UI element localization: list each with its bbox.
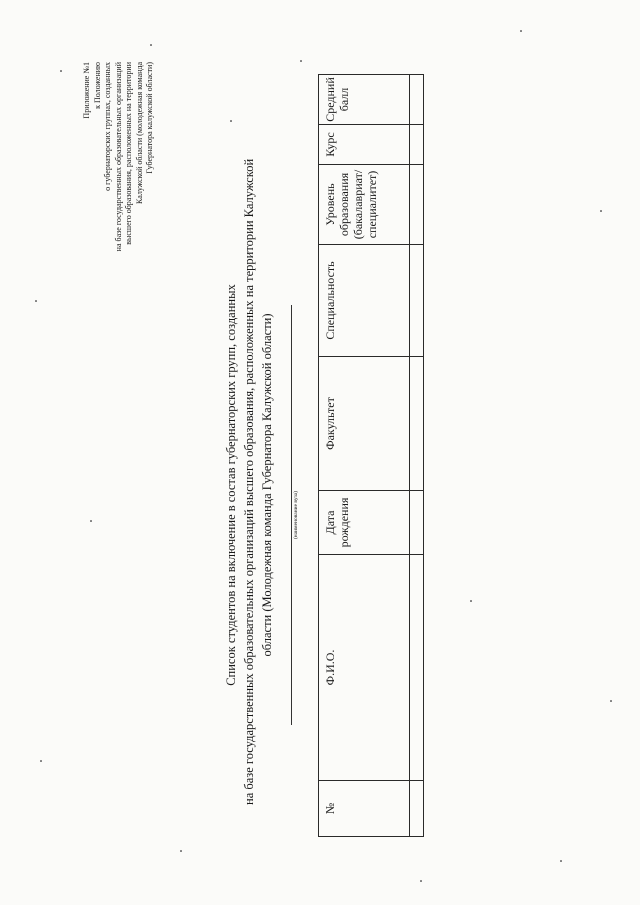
- header-specialty: Специальность: [319, 245, 410, 357]
- header-birth-date: Дата рождения: [319, 491, 410, 555]
- university-name-field: [291, 305, 300, 725]
- appendix-line: к Положению: [92, 62, 102, 109]
- scan-speck: [560, 860, 562, 862]
- scan-speck: [600, 210, 602, 212]
- students-table: [318, 74, 424, 837]
- table-cell: [410, 555, 424, 781]
- table-cell: [410, 245, 424, 357]
- scan-speck: [470, 600, 472, 602]
- header-faculty: Факультет: [319, 357, 410, 491]
- header-education-level: Уровень образования (бакалавриат/специалитет): [319, 165, 410, 245]
- table-cell: [410, 165, 424, 245]
- appendix-line: Губернатора калужской области): [145, 62, 154, 174]
- title-line: на базе государственных образовательных организаций высшего образования, расположенных на территории Калужской: [242, 158, 256, 805]
- table-cell: [410, 491, 424, 555]
- header-full-name: Ф.И.О.: [319, 555, 410, 781]
- table-header-row: [319, 75, 410, 837]
- table-cell: [410, 781, 424, 837]
- scan-speck: [90, 520, 92, 522]
- title-line: Список студентов на включение в состав губернаторских групп, созданных: [224, 284, 238, 686]
- scan-speck: [60, 70, 62, 72]
- scan-speck: [180, 850, 182, 852]
- scan-speck: [35, 300, 37, 302]
- appendix-line: Калужской области (молодежная команда: [134, 62, 144, 205]
- header-course: Курс: [319, 125, 410, 165]
- scan-speck: [230, 120, 232, 122]
- scan-speck: [520, 30, 522, 32]
- document-title: [222, 158, 276, 805]
- header-average-grade: Средний балл: [319, 75, 410, 125]
- appendix-line: на базе государственных образовательных организаций: [113, 62, 123, 252]
- table-row: [410, 75, 424, 837]
- scan-speck: [610, 700, 612, 702]
- title-line: области (Молодежная команда Губернатора Калужской области): [260, 313, 274, 657]
- appendix-line: о губернаторских группах, созданных: [103, 62, 112, 191]
- scan-speck: [300, 60, 302, 62]
- appendix-note: [82, 62, 156, 362]
- appendix-line: Приложение №1: [82, 62, 91, 119]
- university-caption: (наименование вуза): [293, 490, 299, 540]
- scan-speck: [420, 880, 422, 882]
- scan-speck: [150, 44, 152, 46]
- table-cell: [410, 75, 424, 125]
- table-cell: [410, 125, 424, 165]
- table-cell: [410, 357, 424, 491]
- scan-speck: [40, 760, 42, 762]
- appendix-line: высшего образования, расположенных на территории: [124, 62, 133, 245]
- header-number: №: [319, 781, 410, 837]
